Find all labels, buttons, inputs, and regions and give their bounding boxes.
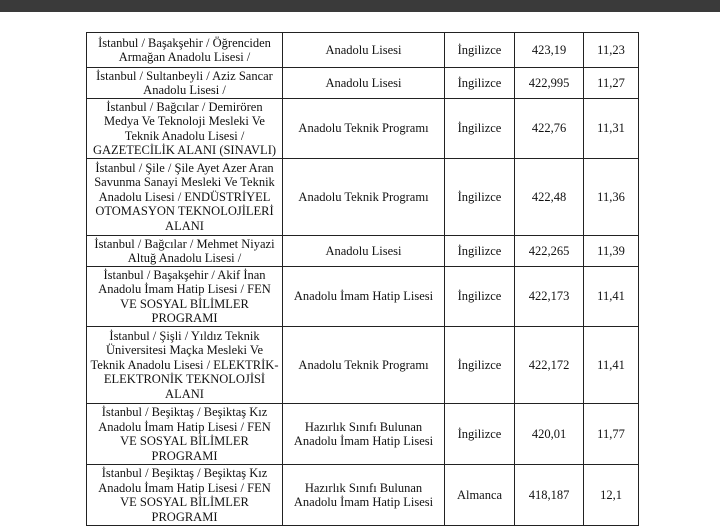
score-cell: 422,48 bbox=[515, 159, 584, 236]
school-name-cell: İstanbul / Beşiktaş / Beşiktaş Kız Anadolu İmam Hatip Lisesi / FEN VE SOSYAL BİLİMLER PROGRAMI bbox=[87, 465, 283, 526]
document-page bbox=[0, 12, 720, 528]
school-name-cell: İstanbul / Sultanbeyli / Aziz Sancar Anadolu Lisesi / bbox=[87, 68, 283, 99]
school-type-cell: Hazırlık Sınıfı Bulunan Anadolu İmam Hatip Lisesi bbox=[283, 404, 445, 465]
language-cell: İngilizce bbox=[445, 267, 515, 327]
score-cell: 422,173 bbox=[515, 267, 584, 327]
school-name-cell: İstanbul / Beşiktaş / Beşiktaş Kız Anadolu İmam Hatip Lisesi / FEN VE SOSYAL BİLİMLER PROGRAMI bbox=[87, 404, 283, 465]
school-name-cell: İstanbul / Şişli / Yıldız Teknik Üniversitesi Maçka Mesleki Ve Teknik Anadolu Lisesi / ELEKTRİK-ELEKTRONİK TEKNOLOJİSİ ALANI bbox=[87, 327, 283, 404]
score-cell: 420,01 bbox=[515, 404, 584, 465]
percentile-cell: 11,27 bbox=[584, 68, 639, 99]
viewer-top-bar bbox=[0, 0, 720, 12]
language-cell: Almanca bbox=[445, 465, 515, 526]
school-name-cell: İstanbul / Bağcılar / Mehmet Niyazi Altuğ Anadolu Lisesi / bbox=[87, 236, 283, 267]
percentile-cell: 11,39 bbox=[584, 236, 639, 267]
school-type-cell: Anadolu Teknik Programı bbox=[283, 159, 445, 236]
table-row bbox=[87, 404, 639, 465]
school-type-cell: Anadolu Lisesi bbox=[283, 236, 445, 267]
language-cell: İngilizce bbox=[445, 236, 515, 267]
score-cell: 418,187 bbox=[515, 465, 584, 526]
language-cell: İngilizce bbox=[445, 99, 515, 159]
score-cell: 422,265 bbox=[515, 236, 584, 267]
language-cell: İngilizce bbox=[445, 404, 515, 465]
table-row bbox=[87, 327, 639, 404]
school-type-cell: Anadolu İmam Hatip Lisesi bbox=[283, 267, 445, 327]
school-name-cell: İstanbul / Başakşehir / Öğrenciden Armağan Anadolu Lisesi / bbox=[87, 33, 283, 68]
language-cell: İngilizce bbox=[445, 68, 515, 99]
table-row bbox=[87, 159, 639, 236]
percentile-cell: 11,41 bbox=[584, 267, 639, 327]
score-cell: 422,172 bbox=[515, 327, 584, 404]
score-cell: 423,19 bbox=[515, 33, 584, 68]
score-cell: 422,995 bbox=[515, 68, 584, 99]
percentile-cell: 11,23 bbox=[584, 33, 639, 68]
table-row bbox=[87, 267, 639, 327]
school-type-cell: Anadolu Lisesi bbox=[283, 33, 445, 68]
language-cell: İngilizce bbox=[445, 327, 515, 404]
school-name-cell: İstanbul / Bağcılar / Demirören Medya Ve Teknoloji Mesleki Ve Teknik Anadolu Lisesi / GAZETECİLİK ALANI (SINAVLI) bbox=[87, 99, 283, 159]
school-type-cell: Hazırlık Sınıfı Bulunan Anadolu İmam Hatip Lisesi bbox=[283, 465, 445, 526]
school-type-cell: Anadolu Lisesi bbox=[283, 68, 445, 99]
school-score-table bbox=[86, 32, 639, 526]
percentile-cell: 11,41 bbox=[584, 327, 639, 404]
percentile-cell: 11,31 bbox=[584, 99, 639, 159]
percentile-cell: 12,1 bbox=[584, 465, 639, 526]
school-name-cell: İstanbul / Şile / Şile Ayet Azer Aran Savunma Sanayi Mesleki Ve Teknik Anadolu Lisesi / ENDÜSTRİYEL OTOMASYON TEKNOLOJİLERİ ALANI bbox=[87, 159, 283, 236]
percentile-cell: 11,36 bbox=[584, 159, 639, 236]
school-type-cell: Anadolu Teknik Programı bbox=[283, 99, 445, 159]
language-cell: İngilizce bbox=[445, 159, 515, 236]
table-row bbox=[87, 68, 639, 99]
table-row bbox=[87, 33, 639, 68]
school-type-cell: Anadolu Teknik Programı bbox=[283, 327, 445, 404]
percentile-cell: 11,77 bbox=[584, 404, 639, 465]
table-row bbox=[87, 465, 639, 526]
table-row bbox=[87, 99, 639, 159]
school-name-cell: İstanbul / Başakşehir / Akif İnan Anadolu İmam Hatip Lisesi / FEN VE SOSYAL BİLİMLER PROGRAMI bbox=[87, 267, 283, 327]
score-cell: 422,76 bbox=[515, 99, 584, 159]
language-cell: İngilizce bbox=[445, 33, 515, 68]
table-row bbox=[87, 236, 639, 267]
